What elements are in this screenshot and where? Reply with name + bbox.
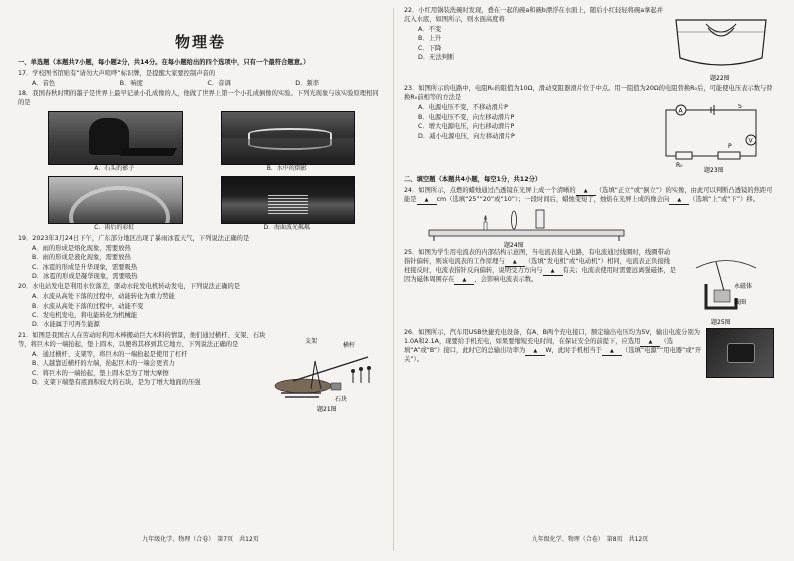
page-title: 物理卷	[174, 33, 226, 51]
lever-illustration	[273, 331, 383, 413]
label-support: 支架	[305, 337, 318, 345]
question-23-stem: 23．如图所示的电路中，电阻R₀的阻值为10Ω，滑动变阻器滑片位于中点。用一阻值为20Ω的电阻替换R₀后，可能使电压表示数与替换R₀前相等的方法是	[404, 85, 773, 101]
voltmeter-label: V	[748, 137, 753, 145]
figure-21	[273, 331, 383, 413]
option-a: A．通过横杆、支架等，将巨木的一端抬起是使用了杠杆	[32, 350, 188, 358]
figure-24-caption: 题24图	[504, 242, 524, 248]
option-a: A．电源电压不变，不移动滑片P	[418, 104, 508, 112]
option-c: C．下降	[418, 44, 442, 52]
optical-bench-figure	[424, 206, 634, 248]
answer-blank[interactable]: ▲	[417, 197, 437, 205]
option-d: D．无法判断	[418, 54, 455, 62]
question-24: 24．如图所示，点燃的蜡烛通过凸透镜在光屏上成一个清晰的 ▲ （选填“正立”或“倒立”）的实像，由此可以判断凸透镜的焦距可能是 ▲ cm（选填“25”“20”或“10”）；一段时间后，蜡烛变短了，烛焰在光屏上成的像会向 ▲ （选填“上”或“下”）移。	[404, 187, 776, 205]
option-b: B．人越靠近横杆的左端，抬起巨木的一端会更省力	[32, 360, 175, 368]
answer-blank[interactable]: ▲	[576, 188, 596, 196]
bowls-in-pot-figure	[666, 6, 776, 84]
question-18: 18．我国春秋时期的墨子是世界上最早记录小孔成像的人，他做了世界上第一个小孔成倒像的实验。下列光现象与该实验原理相同的是	[18, 90, 379, 107]
answer-blank[interactable]: ▲	[505, 259, 525, 267]
image-stone-shadow: A．石头的影子	[48, 111, 181, 174]
question-17: 17．学校图书馆贴有“请勿大声喧哗”标识牌，是提醒大家要控制声音的	[18, 70, 216, 78]
figure-22-caption: 题22图	[710, 75, 730, 82]
section-fill-blank: 二、填空题（本题共4小题，每空1分，共12分）	[404, 175, 542, 183]
question-22-stem: 22．小红用锅装洗碗时发现，叠在一起的碗a和碗b漂浮在水面上，随后小红轻轻将碗a拿起并沉入水底，如图所示，则水面高度将	[404, 7, 664, 23]
magnet-label: 永磁体	[734, 283, 753, 290]
option-c: C．将巨木的一端抬起，垫上圆木是为了增大摩擦	[32, 369, 169, 377]
question-25: 25．如图为学生用电流表的内部结构示意图，当电流表接入电路，有电流通过线圈时，线圈带动指针偏转，则该电流表的工作原理与 ▲ （选填“发电机”或“电动机”）相同，电流表正负接线柱接反时，电流表指针反向偏转，说明受力方向与 ▲ 有关；电流表使用时需要远离强磁体，是因为磁体周围存在 ▲ ，会影响电流表示数。 永磁体 线圈 题25图	[404, 248, 776, 328]
page-footer: 九年级化学、物理（合卷） 第8页 共12页	[531, 536, 649, 544]
answer-blank[interactable]: ▲	[543, 268, 563, 276]
option-b: B．雨的形成是液化现象，需要放热	[32, 254, 131, 262]
label-lever-bar: 横杆	[343, 341, 356, 349]
ammeter-label: A	[678, 107, 683, 115]
option-c: C．发电机发电，将电能转化为机械能	[32, 312, 138, 320]
figure-26-photo	[706, 328, 776, 378]
answer-blank[interactable]: ▲	[602, 348, 622, 356]
page-footer: 九年级化学、物理（合卷） 第7页 共12页	[142, 536, 259, 544]
page-7	[18, 6, 383, 547]
figure-23	[656, 104, 776, 174]
option-b: B．上升	[418, 35, 442, 43]
question-22	[404, 6, 776, 84]
question-21-stem: 21．如图是我国古人在劳动时利用木棒搬动巨大木料的情景，他们通过横杆、支架、石块等，将巨木的一端抬起，垫上圆木，以便将其移到其它地方，下列说法正确的是	[18, 331, 266, 348]
question-17-options	[18, 80, 383, 89]
figure-25-caption: 题25图	[711, 319, 731, 326]
question-20: 20．水电站发电是利用水位落差，驱动水轮发电机转动发电，下列说法正确的是	[18, 283, 241, 291]
option-a: A．雨的形成是熔化现象，需要放热	[32, 244, 131, 252]
option-a: A．水流从高处下落的过程中，动能转化为重力势能	[32, 293, 175, 301]
option-d: D．支架下端垫有底面积较大的石块，是为了增大地面的压强	[32, 379, 201, 387]
figure-23-caption: 题23图	[704, 166, 724, 174]
option-c: C．音调	[207, 80, 231, 88]
page-divider	[393, 8, 394, 551]
question-19: 19．2023年3月24日下午，广东部分地区出现了暴雨冰雹天气，下列说法正确的是	[18, 235, 250, 243]
option-b: B．电源电压不变，向左移动滑片P	[418, 113, 515, 121]
option-d: D．冰雹的形成是凝华现象，需要吸热	[32, 273, 138, 281]
coil-label: 线圈	[734, 299, 747, 306]
label-stone: 石块	[335, 395, 348, 403]
question-18-images	[18, 109, 383, 234]
option-b: B．水流从高处下落的过程中，动能不变	[32, 302, 144, 310]
question-21	[18, 331, 383, 413]
image-sea-sparkle: D．海面波光粼粼	[221, 176, 354, 233]
answer-blank[interactable]: ▲	[525, 348, 545, 356]
option-a: A．不变	[418, 25, 442, 33]
resistor-label: R₀	[676, 161, 683, 169]
option-d: D．水能属于可再生能源	[32, 321, 100, 329]
figure-21-caption: 题21图	[317, 405, 337, 413]
option-a: A．音色	[32, 80, 56, 88]
circuit-diagram	[656, 104, 776, 174]
figure-22	[666, 6, 776, 84]
slider-label: P	[728, 142, 732, 150]
option-b: B．响度	[119, 80, 143, 88]
answer-blank[interactable]: ▲	[640, 339, 660, 347]
switch-label: S	[738, 103, 742, 110]
answer-blank[interactable]: ▲	[669, 197, 689, 205]
option-c: C．冰雹的形成是升华现象，需要吸热	[32, 263, 138, 271]
option-c: C．增大电源电压，向右移动滑片P	[418, 123, 515, 131]
answer-blank[interactable]: ▲	[454, 277, 474, 285]
question-23	[404, 104, 776, 174]
question-26: 26．如图所示，汽车用USB快捷充电设备，有A、B两个充电接口，额定输出电压均为5V，输出电流分别为1.0A和2.1A，现要给手机充电，如果要缩短充电时间，在保证安全的前提下，应选用 ▲ （选填“A”或“B”）接口，此时它的总输出功率为 ▲ W，此时手机相当于 ▲ （选填“电源”“用电器”或“开关”）。	[404, 328, 776, 378]
image-rainbow: C．雨后的彩虹	[48, 176, 181, 233]
page-8	[404, 6, 776, 547]
ammeter-structure-figure	[676, 248, 776, 328]
option-d: D．减小电源电压，向左移动滑片P	[418, 132, 515, 140]
image-water-reflection: B．水中的倒影	[221, 111, 354, 174]
figure-25	[676, 248, 776, 328]
option-d: D．频率	[295, 80, 319, 88]
figure-24	[404, 206, 776, 248]
section-single-choice: 一、单选题（本题共7小题，每小题2分，共14分。在每小题给出的四个选项中，只有一个最符合题意。）	[18, 59, 310, 67]
